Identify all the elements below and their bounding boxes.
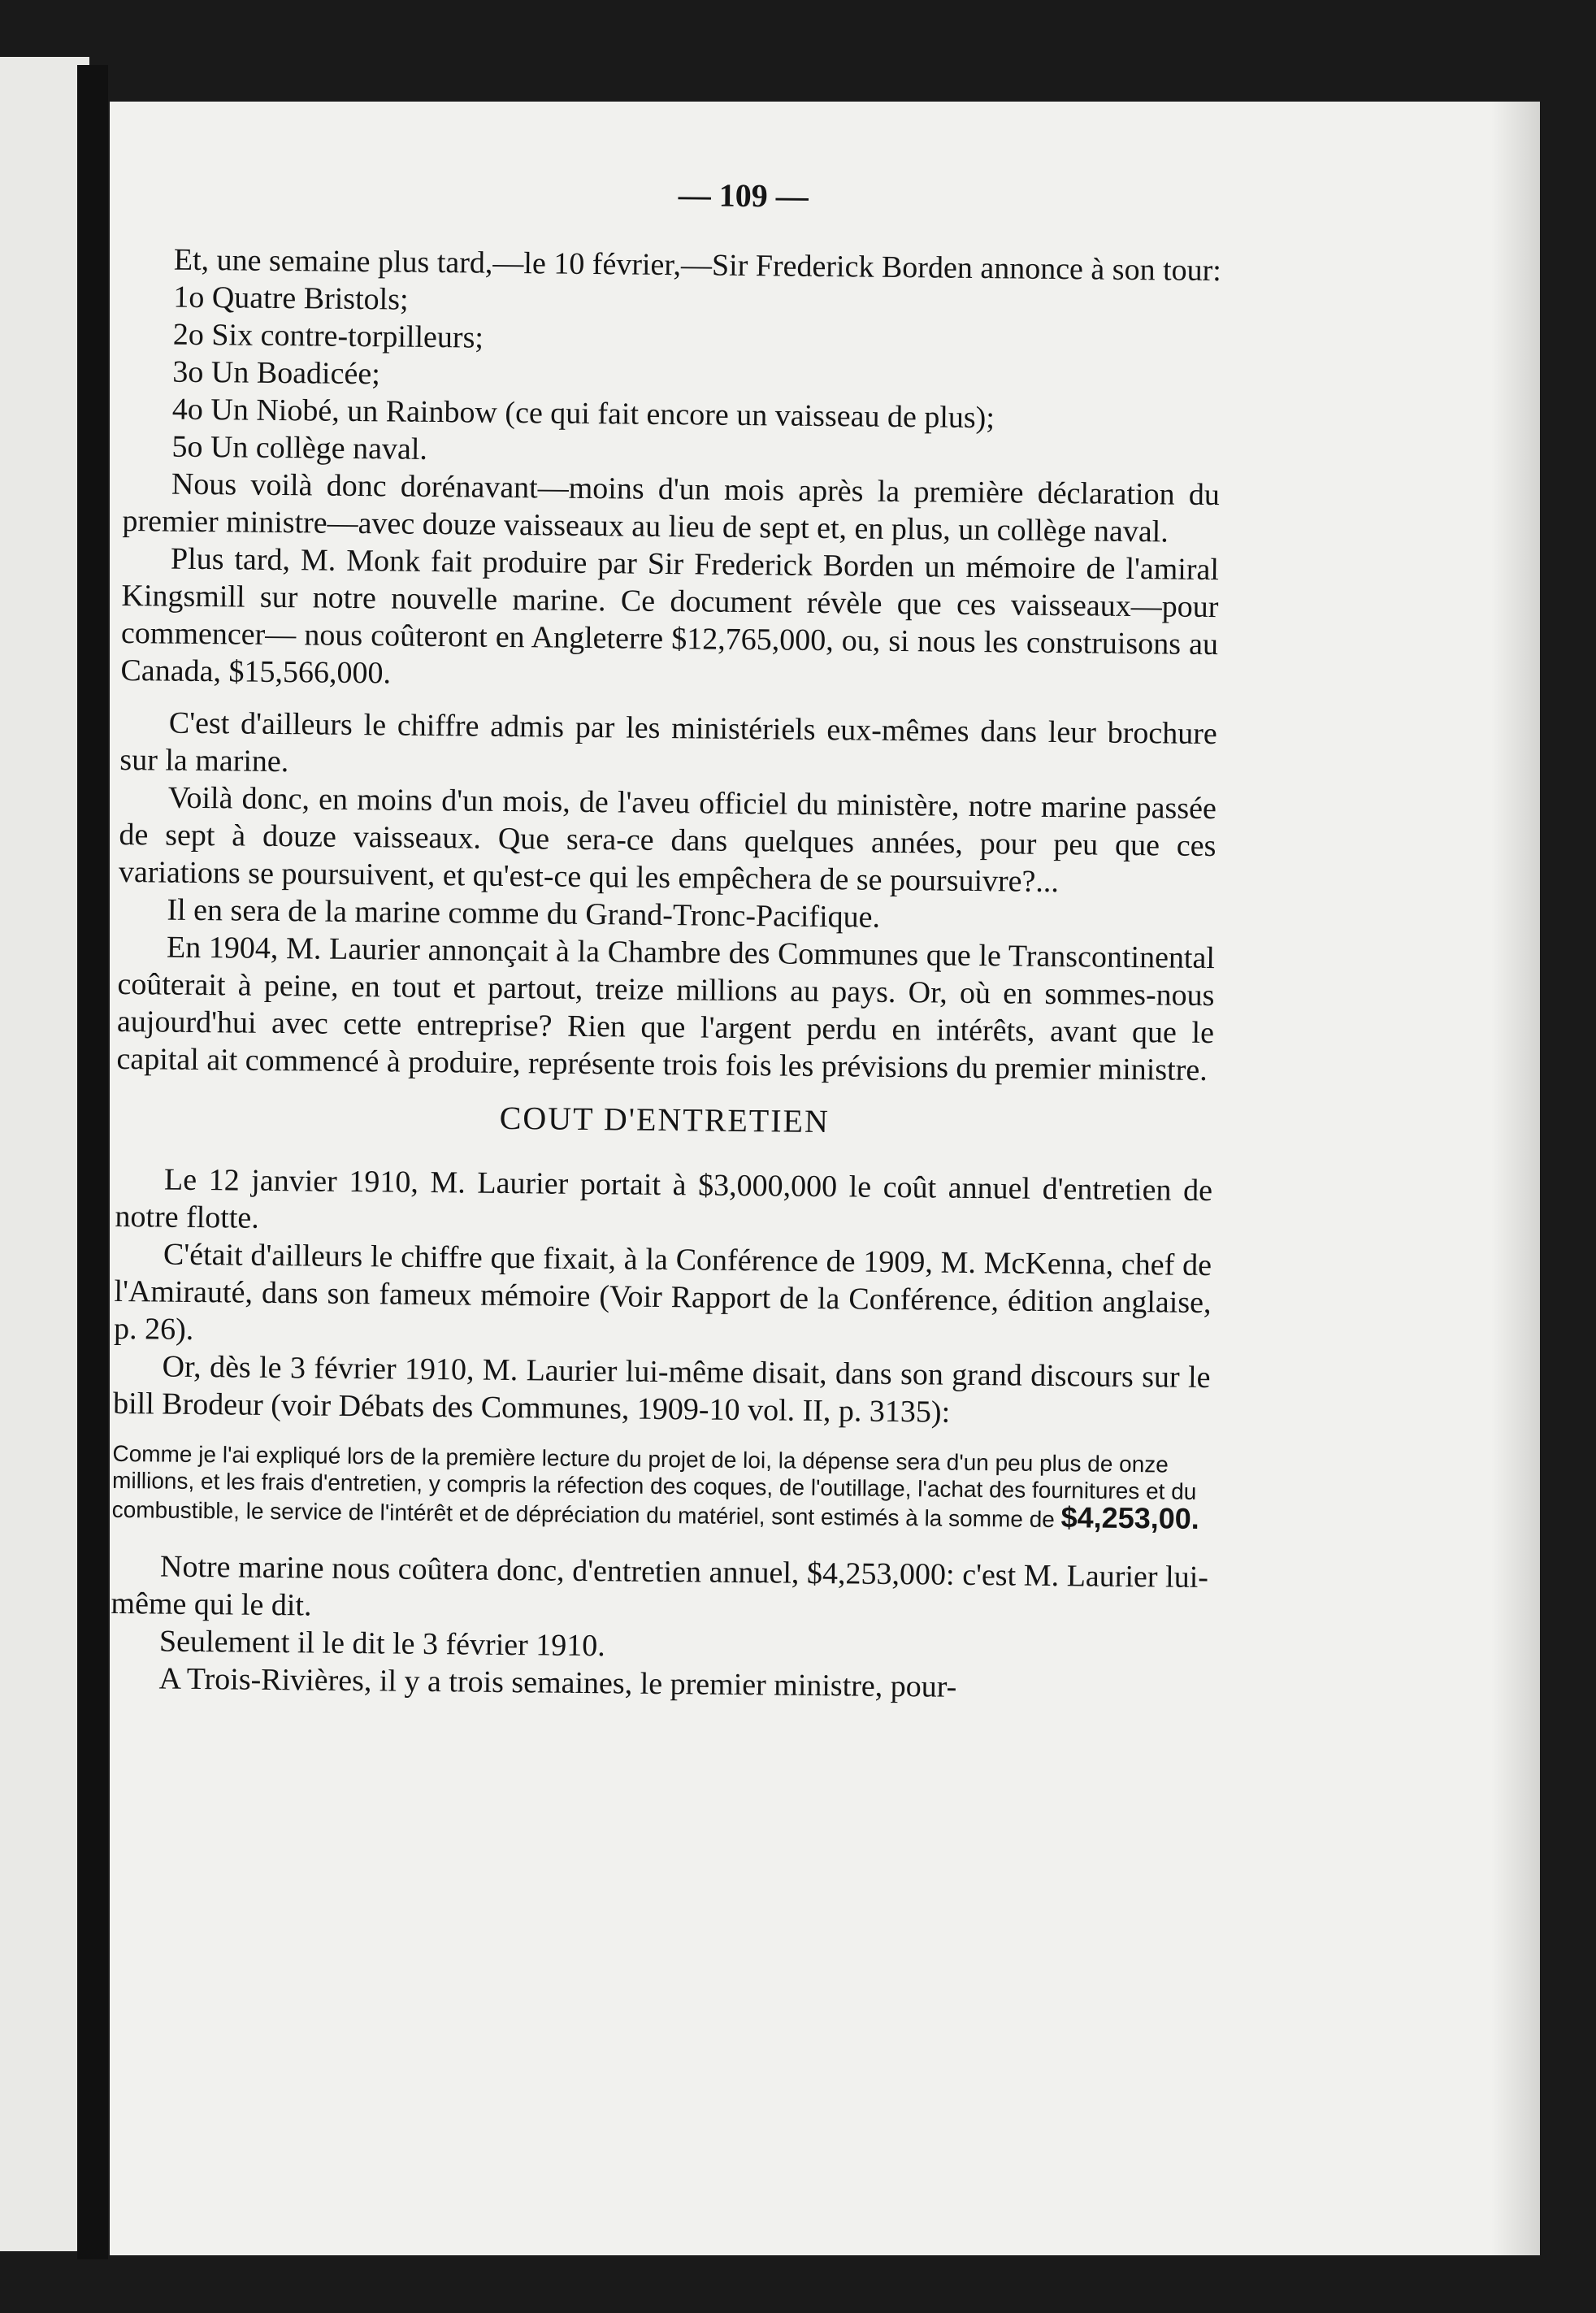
list-item-2: 2o Six contre-torpilleurs;: [172, 317, 484, 355]
page-gutter: [77, 65, 108, 2259]
quote-amount: $4,253,00.: [1060, 1500, 1199, 1535]
page-text: [110, 171, 1223, 1708]
paragraph-12: Seulement il le dit le 3 février 1910.: [158, 1624, 605, 1664]
paragraph-7: En 1904, M. Laurier annonçait à la Chambre des Communes que le Transcontinental coûterait à peine, en tout et partout, treize millions au pays. Or, où en sommes-nous aujourd'hui avec cette entreprise? Rien que l'argent perdu en intérêts, avant que le capital ait commencé à produire, représente trois fois les prévisions du premier ministre.: [116, 930, 1216, 1087]
page-number: — 109 —: [678, 176, 809, 215]
block-quote: [112, 1440, 1210, 1534]
paragraph-1: Et, une semaine plus tard,—le 10 février,—Sir Frederick Borden annonce à son tour:: [173, 242, 1222, 289]
list-item-5: 5o Un collège naval.: [171, 429, 428, 467]
list-item-4: 4o Un Niobé, un Rainbow (ce qui fait encore un vaisseau de plus);: [171, 392, 995, 436]
paragraph-11: Notre marine nous coûtera donc, d'entretien annuel, $4,253,000: c'est M. Laurier lui-même qui le dit.: [111, 1549, 1209, 1623]
paragraph-4: C'est d'ailleurs le chiffre admis par les ministériels eux-mêmes dans leur brochure sur la marine.: [119, 705, 1218, 779]
adjacent-page-edge: [0, 57, 89, 2251]
paragraph-2: Nous voilà donc dorénavant—moins d'un mois après la première déclaration du premier ministre—avec douze vaisseaux au lieu de sept et, en plus, un collège naval.: [122, 467, 1221, 549]
paragraph-13: A Trois-Rivières, il y a trois semaines, le premier ministre, pour-: [158, 1661, 957, 1704]
paragraph-5: Voilà donc, en moins d'un mois, de l'aveu officiel du ministère, notre marine passée de sept à douze vaisseaux. Que sera-ce dans quelques années, pour peu que ces variations se poursuivent, et qu'est-ce qui les empêchera de se poursuivre?...: [118, 780, 1217, 900]
paragraph-3: Plus tard, M. Monk fait produire par Sir Frederick Borden un mémoire de l'amiral Kingsmill sur notre nouvelle marine. Ce document révèle que ces vaisseaux—pour commencer— nous coûteront en Angleterre $12,765,000, ou, si nous les construisons au Canada, $15,566,000.: [120, 541, 1220, 691]
list-item-1: 1o Quatre Bristols;: [173, 280, 409, 317]
paragraph-6: Il en sera de la marine comme du Grand-Tronc-Pacifique.: [167, 892, 881, 935]
paragraph-8: Le 12 janvier 1910, M. Laurier portait à $3,000,000 le coût annuel d'entretien de notre flotte.: [115, 1162, 1213, 1235]
paragraph-10: Or, dès le 3 février 1910, M. Laurier lui-même disait, dans son grand discours sur le bill Brodeur (voir Débats des Communes, 1909-10 vol. II, p. 3135):: [112, 1349, 1211, 1430]
page-shadow: [1491, 102, 1540, 2255]
quote-text: Comme je l'ai expliqué lors de la première lecture du projet de loi, la dépense sera d'un peu plus de onze millions, et les frais d'entretien, y compris la réfection des coques, de l'outillage, l'achat des fournitures et du combustible, le service de l'intérêt et de dépréciation du matériel, sont estimés à la somme de: [111, 1440, 1197, 1533]
paragraph-9: C'était d'ailleurs le chiffre que fixait, à la Conférence de 1909, M. McKenna, chef de l'Amirauté, dans son fameux mémoire (Voir Rapport de la Conférence, édition anglaise, p. 26).: [113, 1237, 1212, 1347]
section-heading: COUT D'ENTRETIEN: [499, 1099, 831, 1140]
list-item-3: 3o Un Boadicée;: [172, 354, 380, 392]
